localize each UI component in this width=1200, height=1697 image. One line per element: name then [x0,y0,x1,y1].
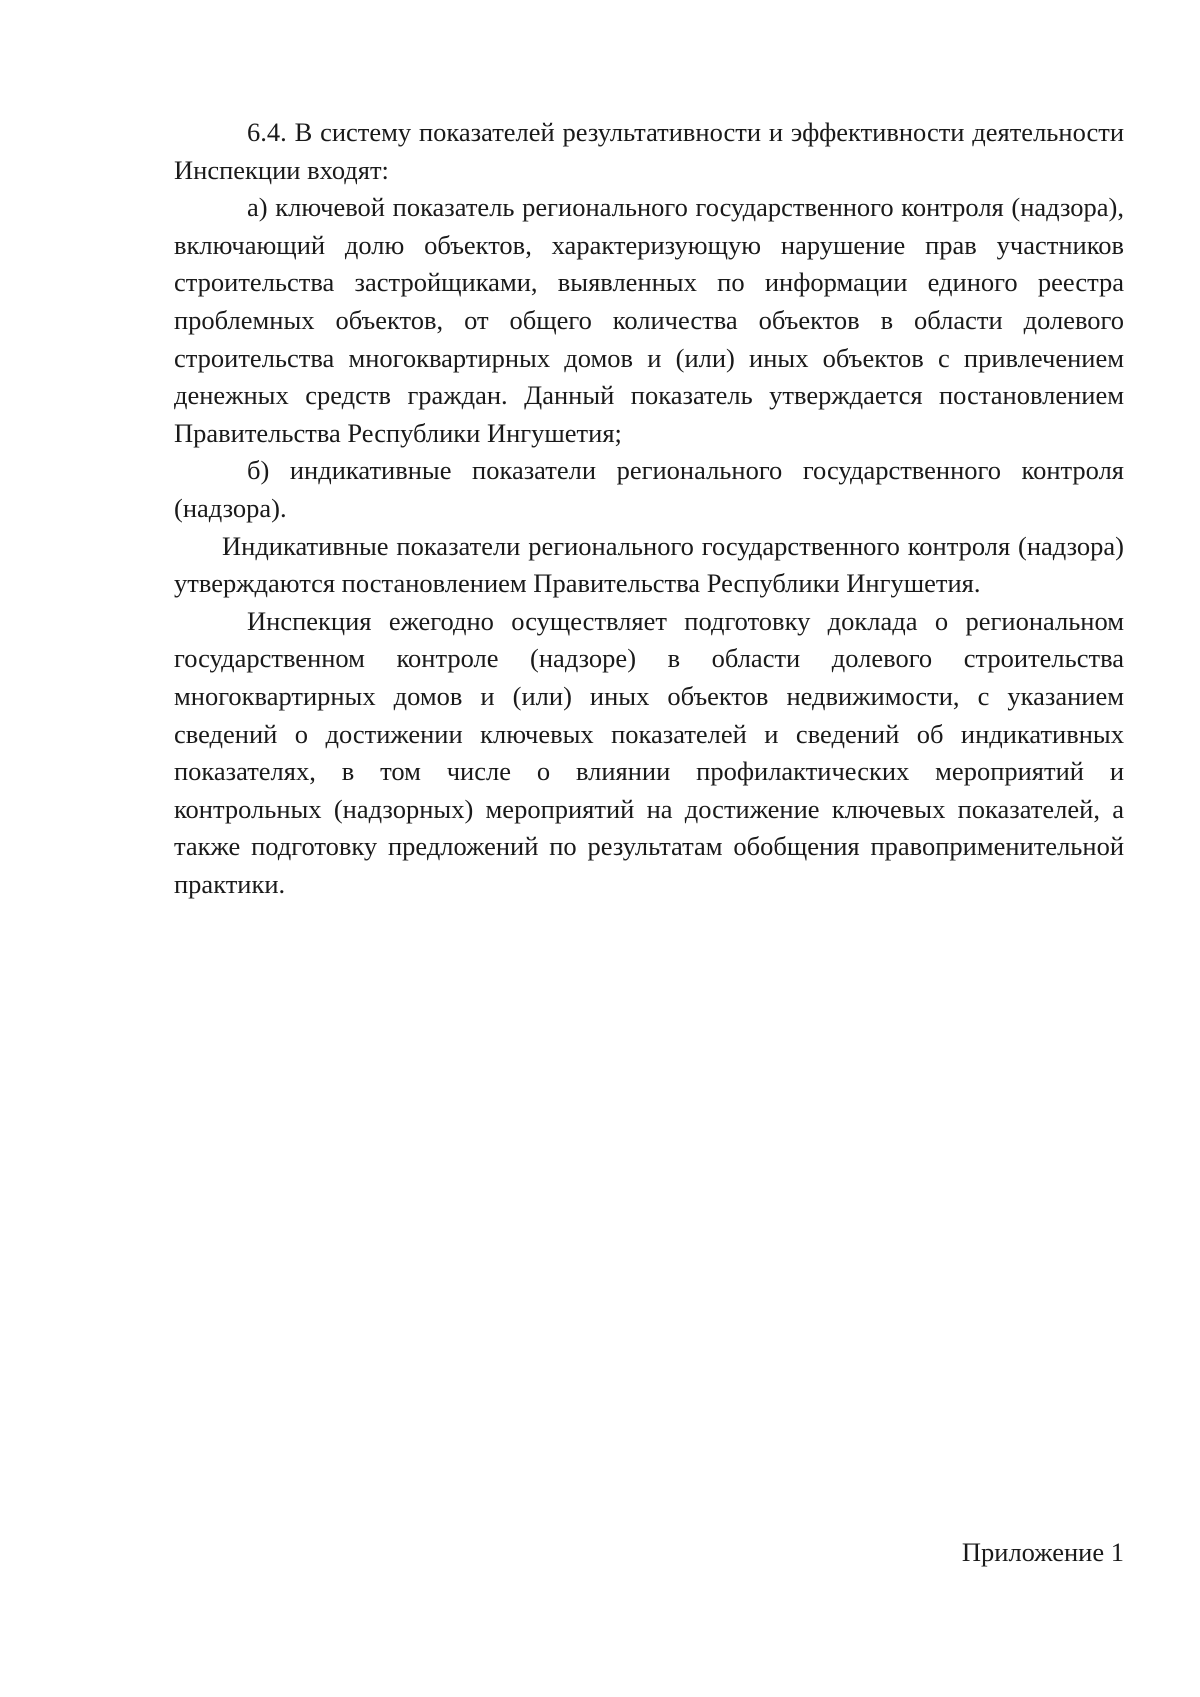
document-body [174,114,1124,903]
paragraph-inspection-report: Инспекция ежегодно осуществляет подготовку доклада о региональном государственном контроле (надзоре) в области долевого строительства многоквартирных домов и (или) иных объектов недвижимости, с указанием сведений о достижении ключевых показателей и сведений об индикативных показателях, в том числе о влиянии профилактических мероприятий и контрольных (надзорных) мероприятий на достижение ключевых показателей, а также подготовку предложений по результатам обобщения правоприменительной практики. [174,605,1124,899]
appendix-label: Приложение 1 [961,1537,1124,1567]
paragraph-item-b: б) индикативные показатели регионального государственного контроля (надзора). [174,455,1124,523]
paragraph-item-a: а) ключевой показатель регионального государственного контроля (надзора), включающий долю объектов, характеризующую нарушение прав участников строительства застройщиками, выявленных по информации единого реестра проблемных объектов, от общего количества объектов в области долевого строительства многоквартирных домов и (или) иных объектов с привлечением денежных средств граждан. Данный показатель утверждается постановлением Правительства Республики Ингушетия; [174,192,1124,448]
paragraph-indicative: Индикативные показатели регионального государственного контроля (надзора) утверждаются постановлением Правительства Республики Ингушетия. [174,530,1124,599]
paragraph-6-4: 6.4. В систему показателей результативности и эффективности деятельности Инспекции входят: [174,117,1124,185]
